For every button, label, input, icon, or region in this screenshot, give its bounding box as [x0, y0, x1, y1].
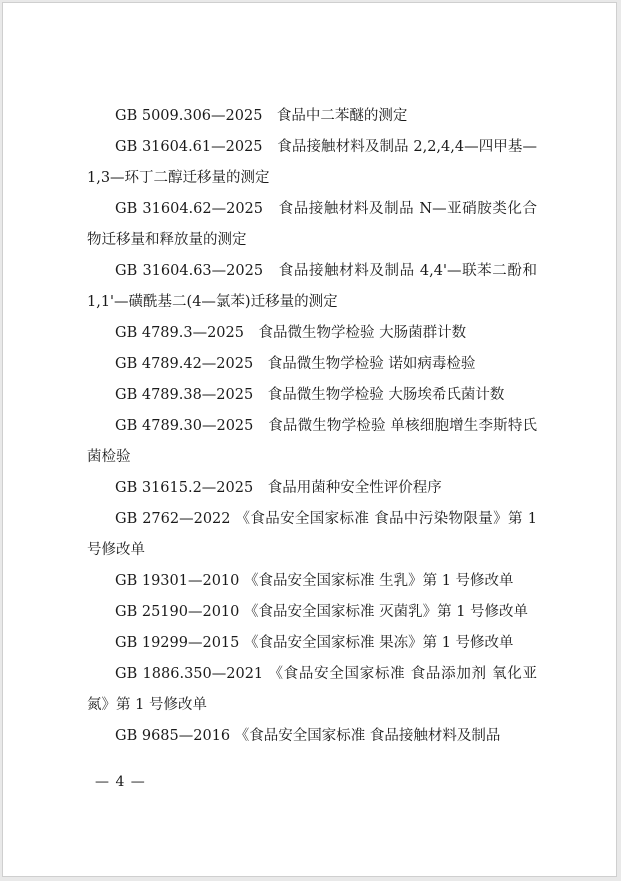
- list-item: GB 31604.62—2025 食品接触材料及制品 N—亚硝胺类化合物迁移量和释放量的测定: [87, 201, 537, 248]
- list-item: GB 19299—2015 《食品安全国家标准 果冻》第 1 号修改单: [115, 635, 514, 651]
- list-item: GB 4789.38—2025 食品微生物学检验 大肠埃希氏菌计数: [115, 387, 505, 403]
- list-item: GB 9685—2016 《食品安全国家标准 食品接触材料及制品: [115, 728, 501, 744]
- page-number: — 4 —: [95, 774, 146, 790]
- list-item: GB 31604.63—2025 食品接触材料及制品 4,4'—联苯二酚和 1,1'—磺酰基二(4—氯苯)迁移量的测定: [87, 263, 537, 310]
- list-item: GB 19301—2010 《食品安全国家标准 生乳》第 1 号修改单: [115, 573, 514, 589]
- list-item: GB 4789.3—2025 食品微生物学检验 大肠菌群计数: [115, 325, 467, 341]
- list-item: GB 1886.350—2021 《食品安全国家标准 食品添加剂 氧化亚氮》第 1 号修改单: [87, 666, 537, 713]
- list-item: GB 4789.30—2025 食品微生物学检验 单核细胞增生李斯特氏菌检验: [87, 418, 537, 465]
- list-item: GB 31604.61—2025 食品接触材料及制品 2,2,4,4—四甲基—1,3—环丁二醇迁移量的测定: [87, 139, 537, 186]
- list-item: GB 4789.42—2025 食品微生物学检验 诺如病毒检验: [115, 356, 476, 372]
- standards-list: [87, 101, 537, 752]
- list-item: GB 2762—2022 《食品安全国家标准 食品中污染物限量》第 1 号修改单: [87, 511, 537, 558]
- list-item: GB 5009.306—2025 食品中二苯醚的测定: [115, 108, 408, 124]
- list-item: GB 31615.2—2025 食品用菌种安全性评价程序: [115, 480, 442, 496]
- list-item: GB 25190—2010 《食品安全国家标准 灭菌乳》第 1 号修改单: [115, 604, 529, 620]
- document-page: [2, 2, 617, 877]
